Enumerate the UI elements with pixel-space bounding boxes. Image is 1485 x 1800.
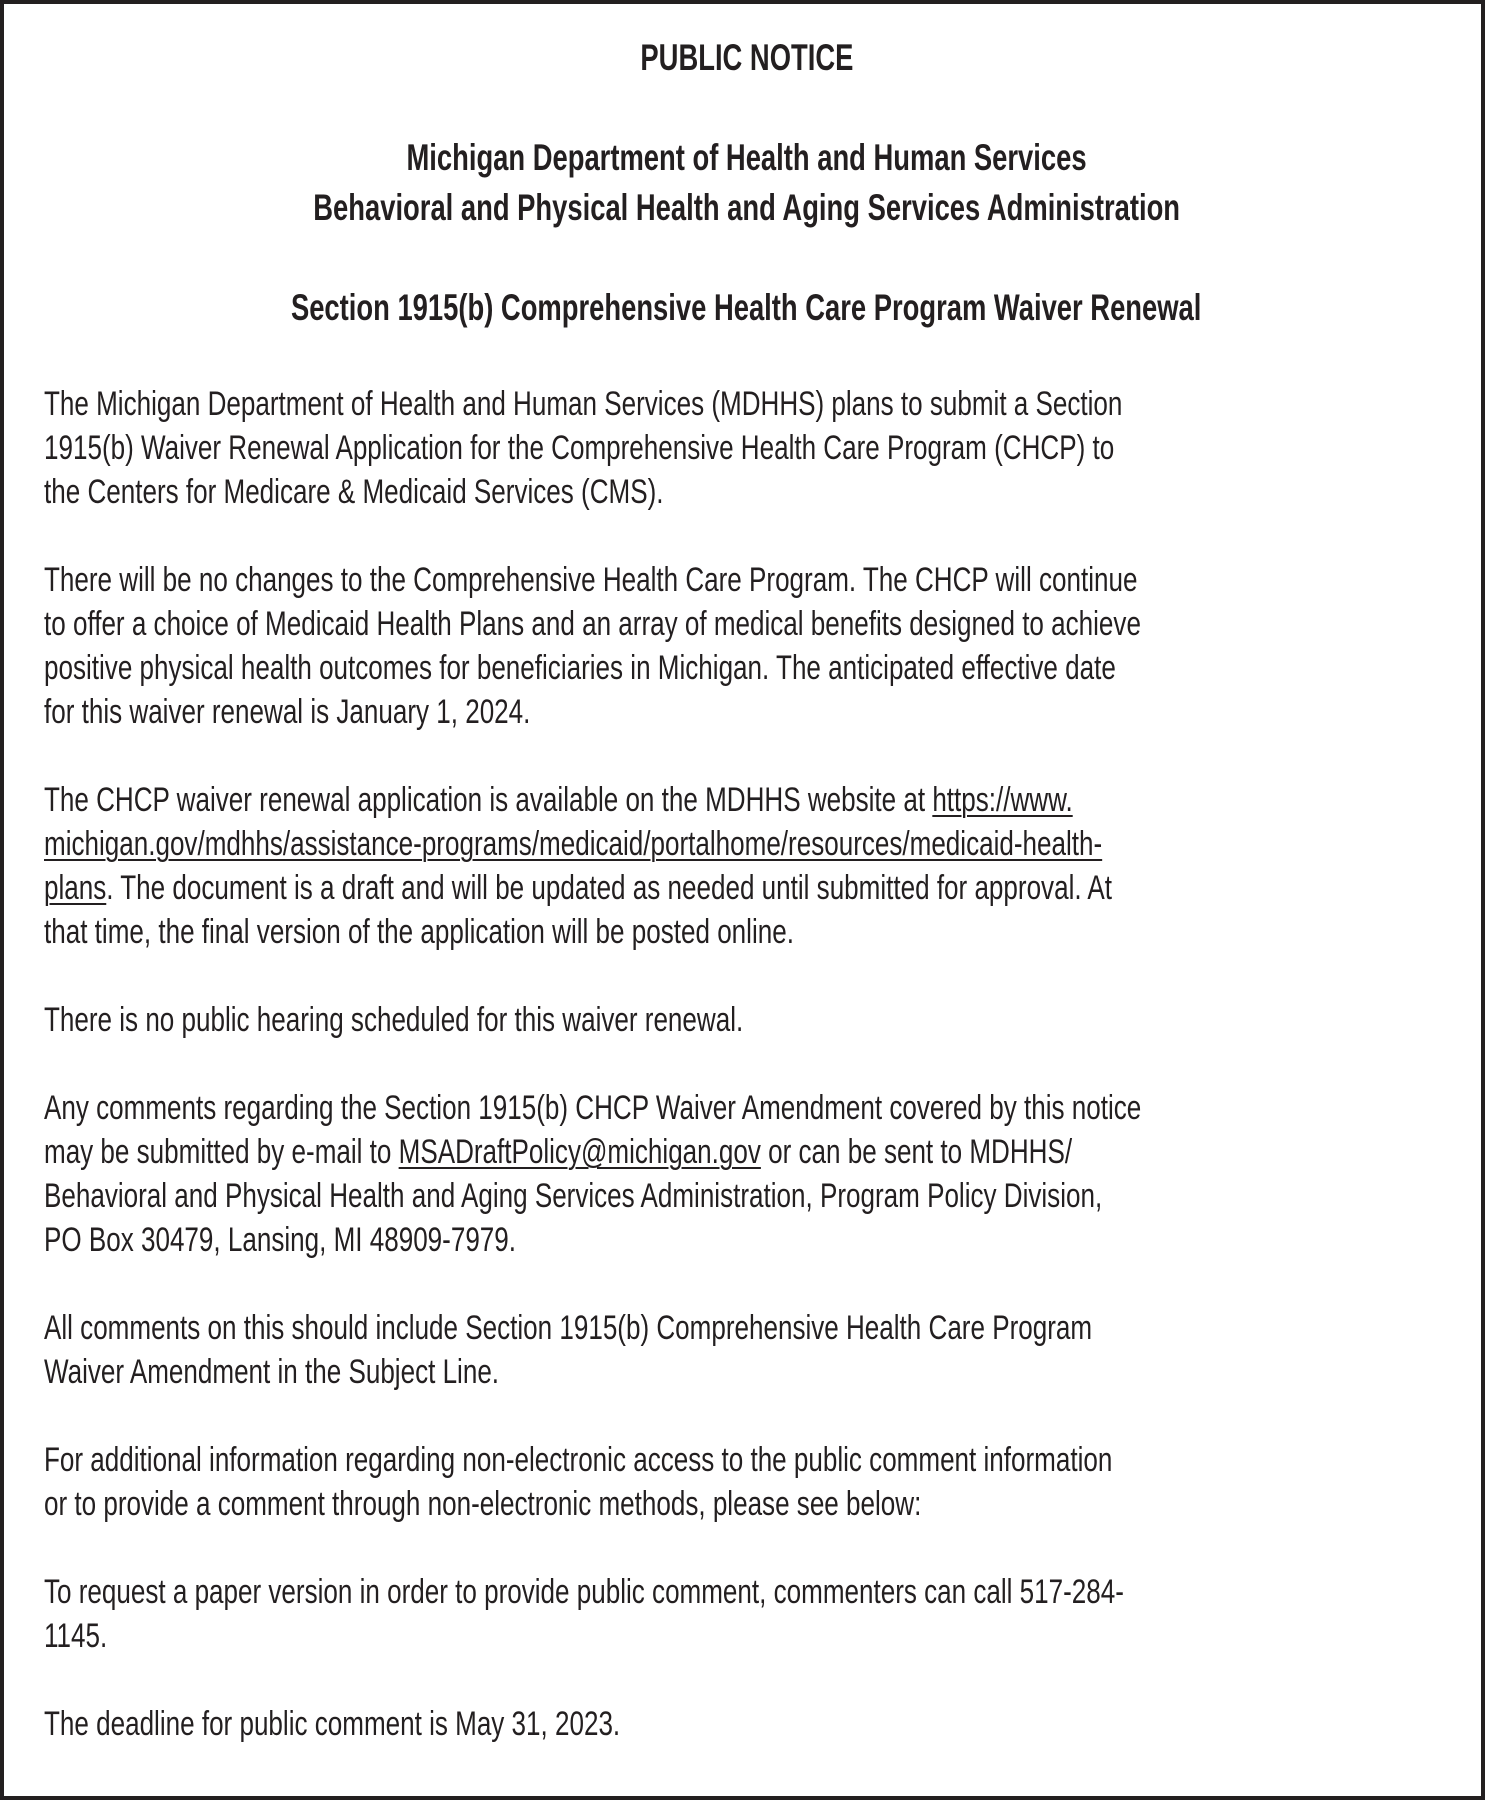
- website-link[interactable]: plans: [44, 869, 107, 907]
- paragraph-line: 1145.: [44, 1617, 108, 1655]
- title-row: [4, 37, 1485, 79]
- paragraph-line: to offer a choice of Medicaid Health Plans and an array of medical benefits designed to achieve: [44, 605, 1141, 643]
- paragraph-text: . The document is a draft and will be updated as needed until submitted for approval. At: [106, 869, 1112, 907]
- administration-name: Behavioral and Physical Health and Aging Services Administration: [313, 187, 1180, 228]
- paragraph-line: the Centers for Medicare & Medicaid Services (CMS).: [44, 473, 664, 511]
- paragraph-line: [44, 1133, 1072, 1172]
- paragraph-text: may be submitted by e-mail to: [44, 1133, 399, 1171]
- paragraph-text: or can be sent to MDHHS/: [760, 1133, 1073, 1171]
- paragraph-line: The deadline for public comment is May 31, 2023.: [44, 1705, 621, 1743]
- paragraph-line: [44, 869, 1112, 908]
- paragraph-line: [44, 781, 1073, 820]
- paragraph-line: Behavioral and Physical Health and Aging Services Administration, Program Policy Division,: [44, 1177, 1103, 1215]
- administration-row: [4, 187, 1485, 229]
- paragraph-line: For additional information regarding non-electronic access to the public comment information: [44, 1441, 1113, 1479]
- paragraph-line: There will be no changes to the Comprehensive Health Care Program. The CHCP will continue: [44, 561, 1138, 599]
- website-link[interactable]: https://www.: [932, 781, 1073, 819]
- paragraph-line: [44, 825, 1102, 864]
- paragraph-line: To request a paper version in order to provide public comment, commenters can call 517-284-: [44, 1573, 1124, 1611]
- paragraph-line: All comments on this should include Section 1915(b) Comprehensive Health Care Program: [44, 1309, 1093, 1347]
- subject-row: [4, 287, 1485, 329]
- paragraph-line: 1915(b) Waiver Renewal Application for the Comprehensive Health Care Program (CHCP) to: [44, 429, 1115, 467]
- paragraph-line: or to provide a comment through non-electronic methods, please see below:: [44, 1485, 922, 1523]
- paragraph-line: Any comments regarding the Section 1915(b) CHCP Waiver Amendment covered by this notice: [44, 1089, 1142, 1127]
- notice-subject: Section 1915(b) Comprehensive Health Care Program Waiver Renewal: [291, 287, 1202, 328]
- paragraph-line: The Michigan Department of Health and Human Services (MDHHS) plans to submit a Section: [44, 385, 1123, 423]
- paragraph-line: PO Box 30479, Lansing, MI 48909-7979.: [44, 1221, 517, 1259]
- email-link[interactable]: MSADraftPolicy@michigan.gov: [398, 1133, 761, 1171]
- website-link[interactable]: michigan.gov/mdhhs/assistance-programs/medicaid/portalhome/resources/medicaid-health-: [44, 825, 1103, 863]
- agency-name: Michigan Department of Health and Human Services: [406, 137, 1087, 178]
- notice-title: PUBLIC NOTICE: [640, 37, 853, 78]
- paragraph-line: Waiver Amendment in the Subject Line.: [44, 1353, 500, 1391]
- paragraph-line: for this waiver renewal is January 1, 2024.: [44, 693, 531, 731]
- paragraph-line: that time, the final version of the application will be posted online.: [44, 913, 794, 951]
- agency-row: [4, 137, 1485, 179]
- paragraph-line: There is no public hearing scheduled for this waiver renewal.: [44, 1001, 744, 1039]
- paragraph-text: The CHCP waiver renewal application is available on the MDHHS website at: [44, 781, 933, 819]
- paragraph-line: positive physical health outcomes for beneficiaries in Michigan. The anticipated effective date: [44, 649, 1116, 687]
